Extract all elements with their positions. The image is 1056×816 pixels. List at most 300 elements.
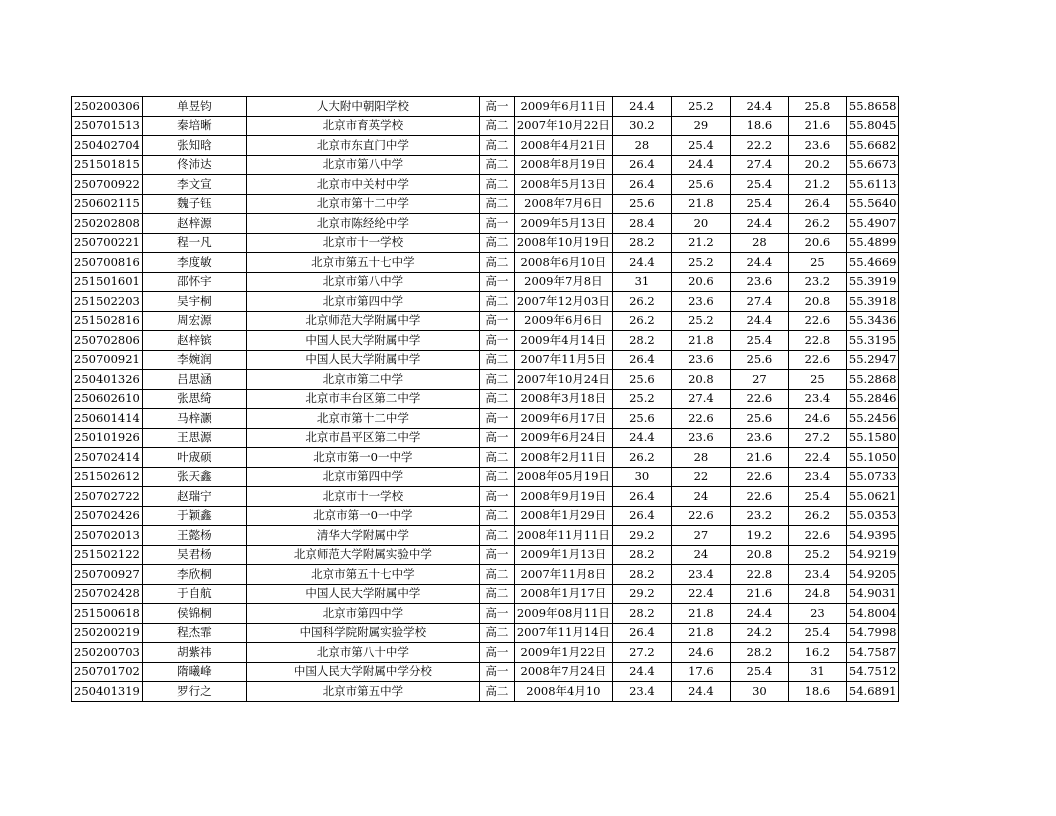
score-3-cell: 27.4 [730, 155, 788, 175]
score-1-cell: 25.6 [612, 370, 671, 390]
birth-date-cell: 2007年11月5日 [514, 350, 612, 370]
score-3-cell: 22.8 [730, 565, 788, 585]
table-row [72, 506, 899, 526]
score-3-cell: 25.6 [730, 409, 788, 429]
total-score-cell: 54.7512 [846, 662, 899, 682]
school-cell: 北京市第十二中学 [246, 194, 479, 214]
birth-date-cell: 2008年4月10 [514, 682, 612, 702]
birth-date-cell: 2008年05月19日 [514, 467, 612, 487]
score-1-cell: 25.6 [612, 409, 671, 429]
total-score-cell: 54.9031 [846, 584, 899, 604]
table-row [72, 409, 899, 429]
school-cell: 北京市第二中学 [246, 370, 479, 390]
school-cell: 北京市昌平区第二中学 [246, 428, 479, 448]
student-id-cell: 250702806 [72, 331, 143, 351]
score-3-cell: 22.6 [730, 487, 788, 507]
total-score-cell: 55.3919 [846, 272, 899, 292]
grade-cell: 高二 [479, 584, 514, 604]
total-score-cell: 55.8045 [846, 116, 899, 136]
birth-date-cell: 2007年12月03日 [514, 292, 612, 312]
table-row [72, 428, 899, 448]
score-2-cell: 17.6 [671, 662, 730, 682]
birth-date-cell: 2007年11月8日 [514, 565, 612, 585]
score-4-cell: 23.4 [788, 565, 846, 585]
table-row [72, 155, 899, 175]
table-row [72, 331, 899, 351]
student-id-cell: 250702722 [72, 487, 143, 507]
birth-date-cell: 2008年8月19日 [514, 155, 612, 175]
total-score-cell: 55.3436 [846, 311, 899, 331]
table-row [72, 175, 899, 195]
school-cell: 北京市第四中学 [246, 604, 479, 624]
grade-cell: 高一 [479, 604, 514, 624]
score-4-cell: 20.8 [788, 292, 846, 312]
school-cell: 中国科学院附属实验学校 [246, 623, 479, 643]
student-name-cell: 邵怀宇 [142, 272, 246, 292]
school-cell: 北京市东直门中学 [246, 136, 479, 156]
score-2-cell: 21.8 [671, 194, 730, 214]
school-cell: 北京市第五中学 [246, 682, 479, 702]
school-cell: 北京市第一0一中学 [246, 506, 479, 526]
school-cell: 中国人民大学附属中学 [246, 584, 479, 604]
score-3-cell: 27.4 [730, 292, 788, 312]
score-2-cell: 23.6 [671, 292, 730, 312]
score-4-cell: 23 [788, 604, 846, 624]
birth-date-cell: 2009年5月13日 [514, 214, 612, 234]
student-name-cell: 吴君杨 [142, 545, 246, 565]
score-1-cell: 26.4 [612, 350, 671, 370]
student-id-cell: 250700927 [72, 565, 143, 585]
score-4-cell: 27.2 [788, 428, 846, 448]
grade-cell: 高二 [479, 175, 514, 195]
total-score-cell: 55.3918 [846, 292, 899, 312]
score-2-cell: 25.4 [671, 136, 730, 156]
student-id-cell: 251502122 [72, 545, 143, 565]
table-row [72, 194, 899, 214]
total-score-cell: 55.6682 [846, 136, 899, 156]
school-cell: 北京市第十二中学 [246, 409, 479, 429]
birth-date-cell: 2009年1月22日 [514, 643, 612, 663]
score-2-cell: 25.2 [671, 253, 730, 273]
total-score-cell: 54.9219 [846, 545, 899, 565]
total-score-cell: 55.8658 [846, 97, 899, 117]
grade-cell: 高一 [479, 487, 514, 507]
grade-cell: 高二 [479, 292, 514, 312]
student-id-cell: 251501815 [72, 155, 143, 175]
score-1-cell: 23.4 [612, 682, 671, 702]
score-4-cell: 26.2 [788, 506, 846, 526]
table-row [72, 253, 899, 273]
score-1-cell: 27.2 [612, 643, 671, 663]
student-name-cell: 佟沛达 [142, 155, 246, 175]
score-2-cell: 25.6 [671, 175, 730, 195]
score-2-cell: 21.8 [671, 331, 730, 351]
student-id-cell: 250402704 [72, 136, 143, 156]
student-id-cell: 250101926 [72, 428, 143, 448]
score-1-cell: 26.4 [612, 175, 671, 195]
student-id-cell: 250700921 [72, 350, 143, 370]
score-3-cell: 25.4 [730, 194, 788, 214]
birth-date-cell: 2009年6月24日 [514, 428, 612, 448]
student-id-cell: 250601414 [72, 409, 143, 429]
score-1-cell: 28.2 [612, 545, 671, 565]
table-row [72, 214, 899, 234]
score-3-cell: 28 [730, 233, 788, 253]
school-cell: 中国人民大学附属中学 [246, 350, 479, 370]
table-row [72, 233, 899, 253]
school-cell: 北京市十一学校 [246, 487, 479, 507]
school-cell: 北京市第五十七中学 [246, 565, 479, 585]
score-3-cell: 24.4 [730, 604, 788, 624]
grade-cell: 高二 [479, 350, 514, 370]
score-4-cell: 23.4 [788, 467, 846, 487]
score-4-cell: 22.6 [788, 526, 846, 546]
score-4-cell: 21.2 [788, 175, 846, 195]
student-name-cell: 吴宇桐 [142, 292, 246, 312]
student-id-cell: 250700922 [72, 175, 143, 195]
student-id-cell: 250602115 [72, 194, 143, 214]
score-1-cell: 28.2 [612, 604, 671, 624]
student-name-cell: 张知晗 [142, 136, 246, 156]
score-3-cell: 24.2 [730, 623, 788, 643]
score-1-cell: 26.2 [612, 311, 671, 331]
student-id-cell: 250401326 [72, 370, 143, 390]
birth-date-cell: 2009年6月11日 [514, 97, 612, 117]
school-cell: 北京市育英学校 [246, 116, 479, 136]
birth-date-cell: 2008年1月17日 [514, 584, 612, 604]
school-cell: 北京市第一0一中学 [246, 448, 479, 468]
table-row [72, 272, 899, 292]
student-id-cell: 250401319 [72, 682, 143, 702]
grade-cell: 高二 [479, 389, 514, 409]
score-1-cell: 28 [612, 136, 671, 156]
grade-cell: 高二 [479, 526, 514, 546]
score-3-cell: 25.4 [730, 662, 788, 682]
score-4-cell: 26.4 [788, 194, 846, 214]
school-cell: 北京师范大学附属中学 [246, 311, 479, 331]
student-id-cell: 250200703 [72, 643, 143, 663]
student-id-cell: 250702428 [72, 584, 143, 604]
score-4-cell: 21.6 [788, 116, 846, 136]
table-row [72, 389, 899, 409]
score-2-cell: 20 [671, 214, 730, 234]
total-score-cell: 55.1050 [846, 448, 899, 468]
grade-cell: 高一 [479, 643, 514, 663]
school-cell: 北京市第五十七中学 [246, 253, 479, 273]
score-1-cell: 26.4 [612, 623, 671, 643]
score-1-cell: 26.2 [612, 448, 671, 468]
table-row [72, 311, 899, 331]
score-4-cell: 22.6 [788, 350, 846, 370]
student-name-cell: 单昱钧 [142, 97, 246, 117]
score-1-cell: 25.6 [612, 194, 671, 214]
score-1-cell: 25.2 [612, 389, 671, 409]
birth-date-cell: 2008年7月6日 [514, 194, 612, 214]
student-name-cell: 罗行之 [142, 682, 246, 702]
score-1-cell: 28.2 [612, 565, 671, 585]
grade-cell: 高一 [479, 272, 514, 292]
student-id-cell: 250200306 [72, 97, 143, 117]
birth-date-cell: 2009年6月6日 [514, 311, 612, 331]
school-cell: 北京师范大学附属实验中学 [246, 545, 479, 565]
grade-cell: 高二 [479, 448, 514, 468]
score-2-cell: 21.8 [671, 623, 730, 643]
score-2-cell: 25.2 [671, 97, 730, 117]
table-row [72, 643, 899, 663]
school-cell: 人大附中朝阳学校 [246, 97, 479, 117]
student-id-cell: 250702414 [72, 448, 143, 468]
table-row [72, 448, 899, 468]
student-name-cell: 侯锦桐 [142, 604, 246, 624]
student-name-cell: 隋曦峰 [142, 662, 246, 682]
score-4-cell: 24.6 [788, 409, 846, 429]
score-4-cell: 22.6 [788, 311, 846, 331]
student-name-cell: 程杰霏 [142, 623, 246, 643]
grade-cell: 高一 [479, 428, 514, 448]
school-cell: 北京市中关村中学 [246, 175, 479, 195]
score-2-cell: 24.4 [671, 682, 730, 702]
score-2-cell: 25.2 [671, 311, 730, 331]
student-name-cell: 马梓灏 [142, 409, 246, 429]
birth-date-cell: 2008年6月10日 [514, 253, 612, 273]
student-name-cell: 叶宬硕 [142, 448, 246, 468]
student-name-cell: 李度敏 [142, 253, 246, 273]
score-4-cell: 23.4 [788, 389, 846, 409]
student-id-cell: 250200219 [72, 623, 143, 643]
score-2-cell: 23.6 [671, 428, 730, 448]
total-score-cell: 55.4907 [846, 214, 899, 234]
student-id-cell: 251502612 [72, 467, 143, 487]
grade-cell: 高二 [479, 116, 514, 136]
score-3-cell: 20.8 [730, 545, 788, 565]
grade-cell: 高二 [479, 253, 514, 273]
score-2-cell: 21.8 [671, 604, 730, 624]
student-name-cell: 李文宣 [142, 175, 246, 195]
birth-date-cell: 2008年2月11日 [514, 448, 612, 468]
score-3-cell: 25.4 [730, 331, 788, 351]
total-score-cell: 54.9395 [846, 526, 899, 546]
table-body [72, 97, 899, 702]
score-2-cell: 23.4 [671, 565, 730, 585]
student-id-cell: 251502816 [72, 311, 143, 331]
total-score-cell: 54.8004 [846, 604, 899, 624]
student-name-cell: 于自航 [142, 584, 246, 604]
student-id-cell: 250602610 [72, 389, 143, 409]
birth-date-cell: 2009年6月17日 [514, 409, 612, 429]
student-name-cell: 胡紫祎 [142, 643, 246, 663]
grade-cell: 高一 [479, 311, 514, 331]
birth-date-cell: 2008年7月24日 [514, 662, 612, 682]
score-1-cell: 29.2 [612, 526, 671, 546]
score-3-cell: 28.2 [730, 643, 788, 663]
school-cell: 北京市第八中学 [246, 155, 479, 175]
total-score-cell: 55.2947 [846, 350, 899, 370]
school-cell: 中国人民大学附属中学 [246, 331, 479, 351]
birth-date-cell: 2008年4月21日 [514, 136, 612, 156]
total-score-cell: 55.6673 [846, 155, 899, 175]
score-4-cell: 25.4 [788, 487, 846, 507]
birth-date-cell: 2008年11月11日 [514, 526, 612, 546]
total-score-cell: 55.0621 [846, 487, 899, 507]
student-id-cell: 250202808 [72, 214, 143, 234]
score-4-cell: 25 [788, 370, 846, 390]
score-2-cell: 24 [671, 487, 730, 507]
table-row [72, 682, 899, 702]
grade-cell: 高二 [479, 467, 514, 487]
grade-cell: 高二 [479, 565, 514, 585]
student-name-cell: 张天鑫 [142, 467, 246, 487]
score-3-cell: 27 [730, 370, 788, 390]
score-2-cell: 27.4 [671, 389, 730, 409]
school-cell: 北京市第八十中学 [246, 643, 479, 663]
total-score-cell: 54.7587 [846, 643, 899, 663]
birth-date-cell: 2008年9月19日 [514, 487, 612, 507]
score-2-cell: 21.2 [671, 233, 730, 253]
score-1-cell: 30 [612, 467, 671, 487]
student-name-cell: 王思源 [142, 428, 246, 448]
school-cell: 北京市陈经纶中学 [246, 214, 479, 234]
score-table [71, 96, 899, 702]
score-2-cell: 23.6 [671, 350, 730, 370]
score-3-cell: 25.4 [730, 175, 788, 195]
grade-cell: 高一 [479, 409, 514, 429]
student-name-cell: 吕思涵 [142, 370, 246, 390]
score-2-cell: 28 [671, 448, 730, 468]
total-score-cell: 55.2456 [846, 409, 899, 429]
score-4-cell: 20.6 [788, 233, 846, 253]
total-score-cell: 54.6891 [846, 682, 899, 702]
student-id-cell: 250702426 [72, 506, 143, 526]
score-4-cell: 26.2 [788, 214, 846, 234]
table-row [72, 487, 899, 507]
student-name-cell: 王懿杨 [142, 526, 246, 546]
total-score-cell: 55.0733 [846, 467, 899, 487]
table-row [72, 584, 899, 604]
student-name-cell: 于颖鑫 [142, 506, 246, 526]
score-1-cell: 26.4 [612, 155, 671, 175]
score-3-cell: 22.6 [730, 389, 788, 409]
school-cell: 北京市第四中学 [246, 467, 479, 487]
score-2-cell: 22.6 [671, 409, 730, 429]
grade-cell: 高二 [479, 370, 514, 390]
birth-date-cell: 2007年10月22日 [514, 116, 612, 136]
birth-date-cell: 2008年5月13日 [514, 175, 612, 195]
grade-cell: 高一 [479, 662, 514, 682]
table-row [72, 565, 899, 585]
score-1-cell: 30.2 [612, 116, 671, 136]
score-2-cell: 24 [671, 545, 730, 565]
total-score-cell: 55.2868 [846, 370, 899, 390]
score-1-cell: 26.4 [612, 506, 671, 526]
birth-date-cell: 2007年10月24日 [514, 370, 612, 390]
birth-date-cell: 2008年10月19日 [514, 233, 612, 253]
school-cell: 北京市丰台区第二中学 [246, 389, 479, 409]
total-score-cell: 55.2846 [846, 389, 899, 409]
score-2-cell: 24.6 [671, 643, 730, 663]
grade-cell: 高二 [479, 194, 514, 214]
score-2-cell: 22 [671, 467, 730, 487]
table-row [72, 545, 899, 565]
table-row [72, 350, 899, 370]
score-2-cell: 22.6 [671, 506, 730, 526]
score-4-cell: 24.8 [788, 584, 846, 604]
student-name-cell: 魏子钰 [142, 194, 246, 214]
total-score-cell: 54.7998 [846, 623, 899, 643]
score-4-cell: 22.8 [788, 331, 846, 351]
school-cell: 北京市第八中学 [246, 272, 479, 292]
score-4-cell: 25 [788, 253, 846, 273]
score-4-cell: 16.2 [788, 643, 846, 663]
table-row [72, 662, 899, 682]
score-4-cell: 25.8 [788, 97, 846, 117]
student-id-cell: 250702013 [72, 526, 143, 546]
school-cell: 中国人民大学附属中学分校 [246, 662, 479, 682]
birth-date-cell: 2009年4月14日 [514, 331, 612, 351]
student-id-cell: 251502203 [72, 292, 143, 312]
school-cell: 北京市第四中学 [246, 292, 479, 312]
total-score-cell: 55.3195 [846, 331, 899, 351]
score-3-cell: 24.4 [730, 214, 788, 234]
score-4-cell: 25.4 [788, 623, 846, 643]
score-1-cell: 28.2 [612, 233, 671, 253]
score-3-cell: 23.6 [730, 272, 788, 292]
grade-cell: 高二 [479, 506, 514, 526]
table-row [72, 526, 899, 546]
score-2-cell: 24.4 [671, 155, 730, 175]
grade-cell: 高二 [479, 233, 514, 253]
student-id-cell: 250701513 [72, 116, 143, 136]
score-2-cell: 27 [671, 526, 730, 546]
score-3-cell: 23.2 [730, 506, 788, 526]
table-row [72, 604, 899, 624]
score-4-cell: 23.6 [788, 136, 846, 156]
table-row [72, 292, 899, 312]
student-name-cell: 赵梓源 [142, 214, 246, 234]
score-4-cell: 31 [788, 662, 846, 682]
score-2-cell: 20.8 [671, 370, 730, 390]
score-4-cell: 25.2 [788, 545, 846, 565]
grade-cell: 高二 [479, 623, 514, 643]
score-3-cell: 18.6 [730, 116, 788, 136]
score-1-cell: 26.2 [612, 292, 671, 312]
score-1-cell: 31 [612, 272, 671, 292]
grade-cell: 高一 [479, 97, 514, 117]
birth-date-cell: 2009年08月11日 [514, 604, 612, 624]
student-name-cell: 周宏源 [142, 311, 246, 331]
student-id-cell: 251500618 [72, 604, 143, 624]
table-row [72, 370, 899, 390]
student-id-cell: 250700221 [72, 233, 143, 253]
table-row [72, 97, 899, 117]
score-4-cell: 20.2 [788, 155, 846, 175]
score-2-cell: 29 [671, 116, 730, 136]
birth-date-cell: 2008年3月18日 [514, 389, 612, 409]
birth-date-cell: 2008年1月29日 [514, 506, 612, 526]
score-3-cell: 21.6 [730, 584, 788, 604]
table-row [72, 136, 899, 156]
student-name-cell: 秦培晰 [142, 116, 246, 136]
score-1-cell: 26.4 [612, 487, 671, 507]
student-id-cell: 250700816 [72, 253, 143, 273]
grade-cell: 高二 [479, 136, 514, 156]
score-3-cell: 24.4 [730, 253, 788, 273]
student-id-cell: 250701702 [72, 662, 143, 682]
score-3-cell: 23.6 [730, 428, 788, 448]
grade-cell: 高二 [479, 155, 514, 175]
score-3-cell: 30 [730, 682, 788, 702]
table-row [72, 116, 899, 136]
birth-date-cell: 2009年1月13日 [514, 545, 612, 565]
